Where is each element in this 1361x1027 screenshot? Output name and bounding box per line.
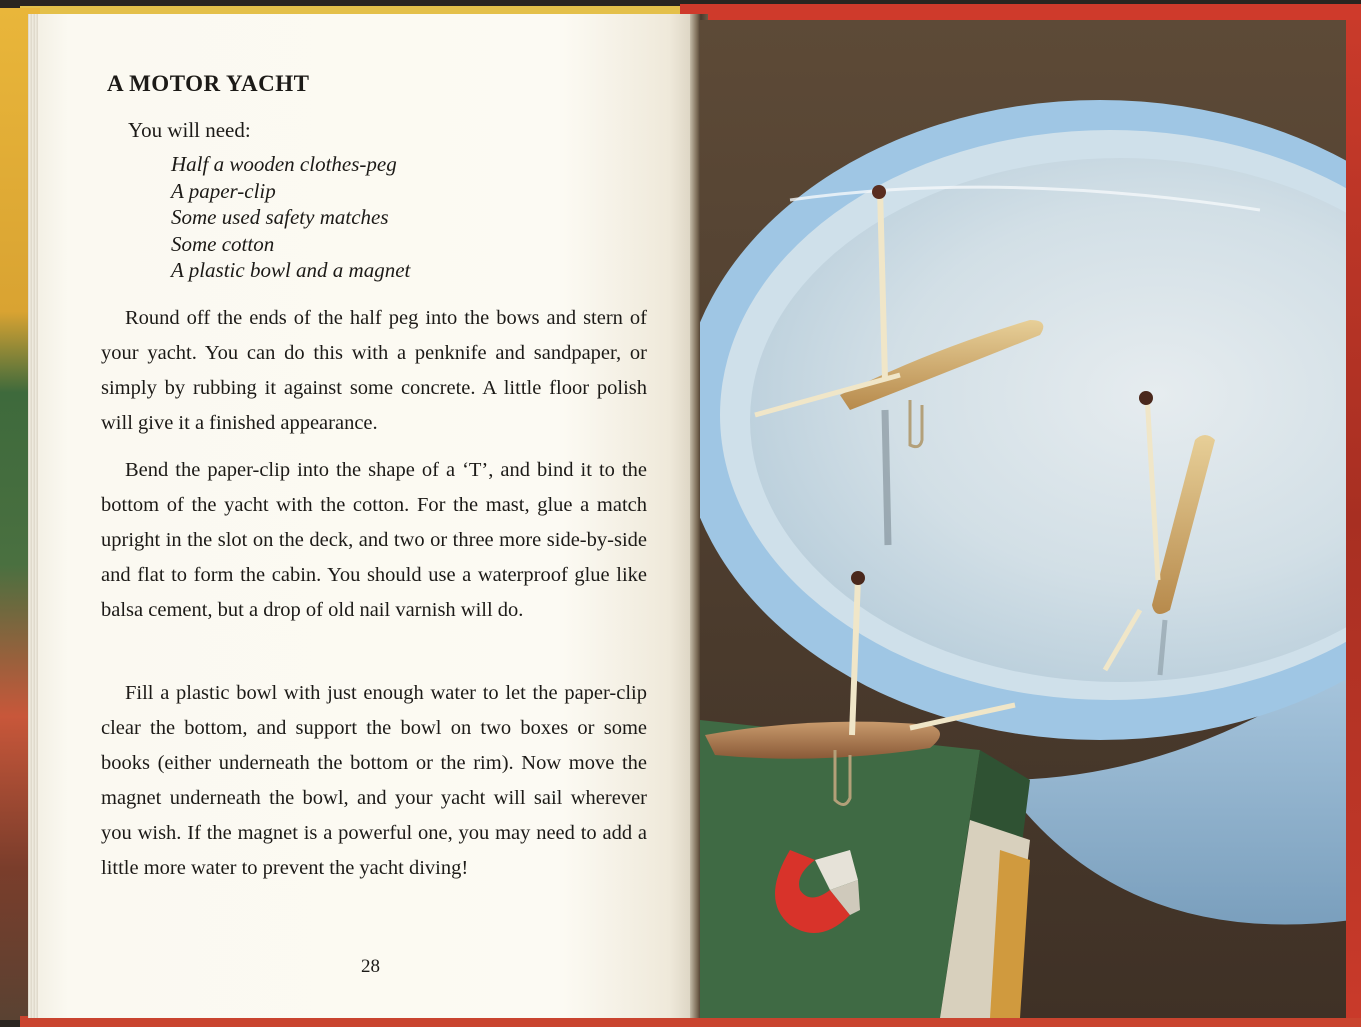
page-number: 28 [361,956,380,977]
page-title: A MOTOR YACHT [107,71,310,96]
material-item: Some used safety matches [171,205,389,229]
instruction-paragraph-2: Bend the paper-clip into the shape of a ‘T’, and bind it to the bottom of the yacht with the cotton. For the mast, glue a match upright in the slot on the deck, and two or three more side-by-side and flat to form the cabin. You should use a waterproof glue like balsa cement, but a drop of old nail varnish will do. [101,459,647,621]
page-stack-edge [28,14,38,1018]
left-page [28,14,696,1018]
instruction-paragraph-1: Round off the ends of the half peg into the bows and stern of your yacht. You can do this with a penknife and sandpaper, or simply by rubbing it against some concrete. A little floor polish will give it a finished appearance. [101,307,647,434]
material-item: Some cotton [171,231,275,256]
book-cover-right-edge [1346,20,1361,1018]
motor-yacht-illustration [700,20,1352,1018]
instruction-paragraph-3: Fill a plastic bowl with just enough water to let the paper-clip clear the bottom, and support the bowl on two boxes or some books (either underneath the bottom or the rim). Now move the magnet underneath the bowl, and your yacht will sail wherever you wish. If the magnet is a powerful one, you may need to add a little more water to prevent the yacht diving! [101,682,647,879]
material-item: A plastic bowl and a magnet [171,258,411,282]
materials-list [171,151,410,284]
right-page-illustration [700,20,1352,1018]
material-item: A paper-clip [171,178,276,203]
you-will-need-label: You will need: [128,118,251,142]
material-item: Half a wooden clothes-peg [171,152,397,176]
